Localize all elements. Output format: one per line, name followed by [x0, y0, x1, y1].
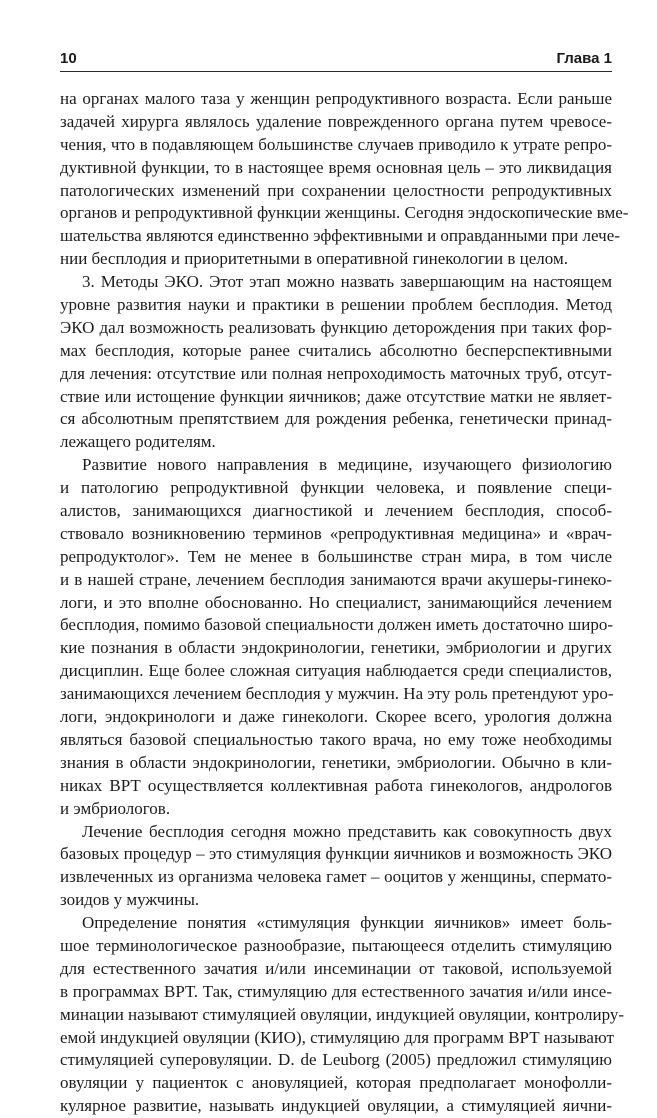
text-line: ся абсолютным препятствием для рождения ребенка, генетически принад-: [60, 409, 612, 429]
text-line: дисциплин. Еще более сложная ситуация наблюдается среди специалистов,: [60, 661, 612, 681]
text-line: логи, эндокринологи и даже гинекологи. Скорее всего, урология должна: [60, 707, 612, 727]
text-line: чения, что в подавляющем большинстве случаев приводило к утрате репро-: [60, 134, 612, 154]
text-line: стимуляцией суперовуляции. D. de Leuborg (2005) предложил стимуляцию: [60, 1050, 612, 1070]
text-line: для естественного зачатия и/или инсеминации от таковой, используемой: [60, 958, 612, 978]
text-line: овуляции у пациенток с ановуляцией, которая предполагает монофолли-: [60, 1073, 612, 1093]
text-line: Определение понятия «стимуляция функции яичников» имеет боль-: [82, 913, 612, 933]
text-line: алистов, занимающихся диагностикой и лечением бесплодия, способ-: [60, 501, 612, 521]
text-line: Развитие нового направления в медицине, изучающего физиологию: [82, 455, 612, 475]
text-line: органов и репродуктивной функции женщины. Сегодня эндоскопические вме-: [60, 203, 629, 223]
text-line: уровне развития науки и практики в решении проблем бесплодия. Метод: [60, 295, 612, 315]
text-line: в программах ВРТ. Так, стимуляцию для естественного зачатия и/или инсе-: [60, 981, 612, 1001]
text-line: и эмбриологов.: [60, 798, 171, 818]
text-line: извлеченных из организма человека гамет – ооцитов у женщины, спермато-: [60, 867, 612, 887]
text-line: никах ВРТ осуществляется коллективная работа гинекологов, андрологов: [60, 775, 612, 795]
text-line: ЭКО дал возможность реализовать функцию деторождения при таких фор-: [60, 317, 612, 337]
text-line: емой индукцией овуляции (КИО), стимуляцию для программ ВРТ называют: [60, 1027, 614, 1047]
chapter-title: Глава 1: [556, 50, 612, 67]
text-line: для лечения: отсутствие или полная непроходимость маточных труб, отсут-: [60, 363, 612, 383]
text-line: патологических изменений при сохранении целостности репродуктивных: [60, 180, 612, 200]
text-line: кулярное развитие, называть индукцией овуляции, а стимуляцией яични-: [60, 1096, 612, 1116]
text-line: лежащего родителям.: [60, 432, 216, 452]
text-line: являться базовой специальностью такого врача, но ему тоже необходимы: [60, 729, 612, 749]
text-line: 3. Методы ЭКО. Этот этап можно назвать завершающим на настоящем: [82, 272, 612, 292]
header-rule: [60, 71, 612, 72]
text-line: ствие или истощение функции яичников; даже отсутствие матки не являет-: [60, 386, 612, 406]
text-line: дуктивной функции, то в настоящее время основная цель – это ликвидация: [60, 157, 612, 177]
text-line: логи, и это вполне обоснованно. Но специалист, занимающийся лечением: [60, 592, 612, 612]
text-line: Лечение бесплодия сегодня можно представить как совокупность двух: [82, 821, 612, 841]
text-line: и в нашей стране, лечением бесплодия занимаются врачи акушеры-гинеко-: [60, 569, 612, 589]
text-line: бесплодия, помимо базовой специальности должен иметь достаточно широ-: [60, 615, 613, 635]
page-number: 10: [60, 50, 77, 67]
text-line: знания в области эндокринологии, генетики, эмбриологии. Обычно в кли-: [60, 752, 612, 772]
text-line: шое терминологическое разнообразие, пытающееся отделить стимуляцию: [60, 935, 612, 955]
text-line: шательства являются единственно эффективными и оправданными при лече-: [60, 226, 620, 246]
text-line: занимающихся лечением бесплодия у мужчин. На эту роль претендуют уро-: [60, 684, 614, 704]
page-header: [60, 48, 612, 72]
text-line: базовых процедур – это стимуляция функции яичников и возможность ЭКО: [60, 844, 612, 864]
text-line: на органах малого таза у женщин репродуктивного возраста. Если раньше: [60, 89, 612, 108]
text-line: минации называют стимуляцией овуляции, индукцией овуляции, контролиру-: [60, 1004, 625, 1024]
text-line: и патологию репродуктивной функции человека, и появление специ-: [60, 478, 612, 498]
text-line: ствовало возникновению терминов «репродуктивная медицина» и «врач-: [60, 523, 612, 543]
text-line: мах бесплодия, которые ранее считались абсолютно бесперспективными: [60, 340, 612, 360]
text-line: кие познания в области эндокринологии, генетики, эмбриологии и других: [60, 638, 612, 658]
text-line: зоидов у мужчины.: [60, 890, 200, 910]
text-line: нии бесплодия и приоритетными в оперативной гинекологии в целом.: [60, 249, 568, 269]
text-line: репродуктолог». Тем не менее в большинстве стран мира, в том числе: [60, 546, 612, 566]
body-text: [60, 88, 629, 1118]
text-line: задачей хирурга являлось удаление поврежденного органа путем чревосе-: [60, 111, 612, 131]
